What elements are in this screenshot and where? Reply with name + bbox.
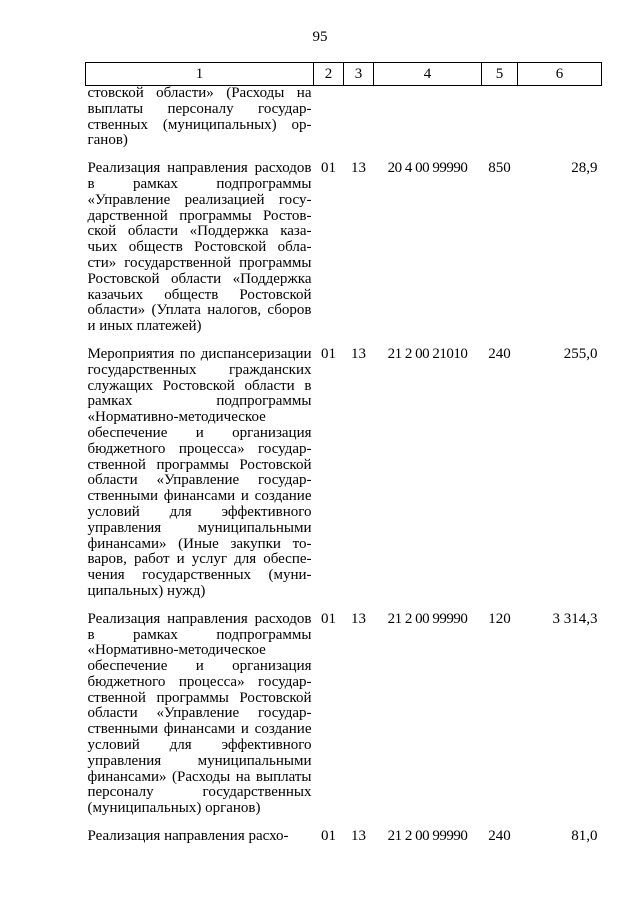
page-number: 95 <box>312 29 328 45</box>
row-section-code: 01 <box>321 610 336 627</box>
header-cell-6: 6 <box>518 63 602 86</box>
table-row <box>86 600 602 817</box>
row-target-code: 21 2 00 99990 <box>387 610 468 627</box>
header-cell-3: 3 <box>344 63 374 86</box>
row-subsection-code: 13 <box>351 610 366 627</box>
row-amount: 28,9 <box>571 160 598 177</box>
row-description: Мероприятия по диспансеризации государственных гражданских служащих Ростовской области в рамках подпрограммы «Нормативно-методическое обеспечение и организация бюджетного процесса» государственной программы Ростовской области «Управление государственными финансами и создание условий для эффективного управления муниципальными финансами» (Иные закупки товаров, работ и услуг для обеспечения государственных (муниципальных) нужд) <box>87 345 312 599</box>
row-section-code <box>314 86 344 150</box>
row-description: стовской области» (Расходы на выплаты персоналу государственных (муниципальных) органов) <box>87 85 312 149</box>
header-cell-4: 4 <box>374 63 482 86</box>
table-row <box>86 335 602 600</box>
row-subsection-code: 13 <box>351 345 366 362</box>
row-subsection-code: 13 <box>351 160 366 177</box>
table-header-row <box>86 63 602 86</box>
row-amount: 255,0 <box>563 345 598 362</box>
budget-table <box>85 62 602 845</box>
row-amount: 81,0 <box>571 828 598 845</box>
row-expense-type <box>482 86 518 150</box>
row-description: Реализация направления расходов в рамках подпрограммы «Управление реализацией государственной программы Ростовской области «Поддержка казачьих обществ Ростовской области» государственной программы Ростовской области «Поддержка казачьих обществ Ростовской области» (Уплата налогов, сборов и иных платежей) <box>87 160 312 335</box>
row-target-code: 21 2 00 99990 <box>387 828 468 845</box>
row-expense-type: 120 <box>488 610 511 627</box>
row-section-code: 01 <box>321 828 336 845</box>
row-expense-type: 850 <box>488 160 511 177</box>
row-subsection-code: 13 <box>351 828 366 845</box>
row-target-code: 20 4 00 99990 <box>387 160 468 177</box>
header-cell-1: 1 <box>86 63 314 86</box>
row-amount: 3 314,3 <box>552 610 598 627</box>
table-row <box>86 149 602 335</box>
row-section-code: 01 <box>321 160 336 177</box>
row-expense-type: 240 <box>488 828 511 845</box>
header-cell-2: 2 <box>314 63 344 86</box>
row-amount <box>518 86 602 150</box>
row-subsection-code <box>344 86 374 150</box>
row-target-code <box>374 86 482 150</box>
row-description: Реализация направления расходов в рамках подпрограммы «Нормативно-методическое обеспечение и организация бюджетного процесса» государственной программы Ростовской области «Управление государственными финансами и создание условий для эффективного управления муниципальными финансами» (Расходы на выплаты персоналу государственных (муниципальных) органов) <box>87 610 312 817</box>
table-row <box>86 817 602 845</box>
header-cell-5: 5 <box>482 63 518 86</box>
row-description: Реализация направления расхо- <box>87 828 289 845</box>
table-row <box>86 86 602 150</box>
row-expense-type: 240 <box>488 345 511 362</box>
row-target-code: 21 2 00 21010 <box>387 345 468 362</box>
row-section-code: 01 <box>321 345 336 362</box>
